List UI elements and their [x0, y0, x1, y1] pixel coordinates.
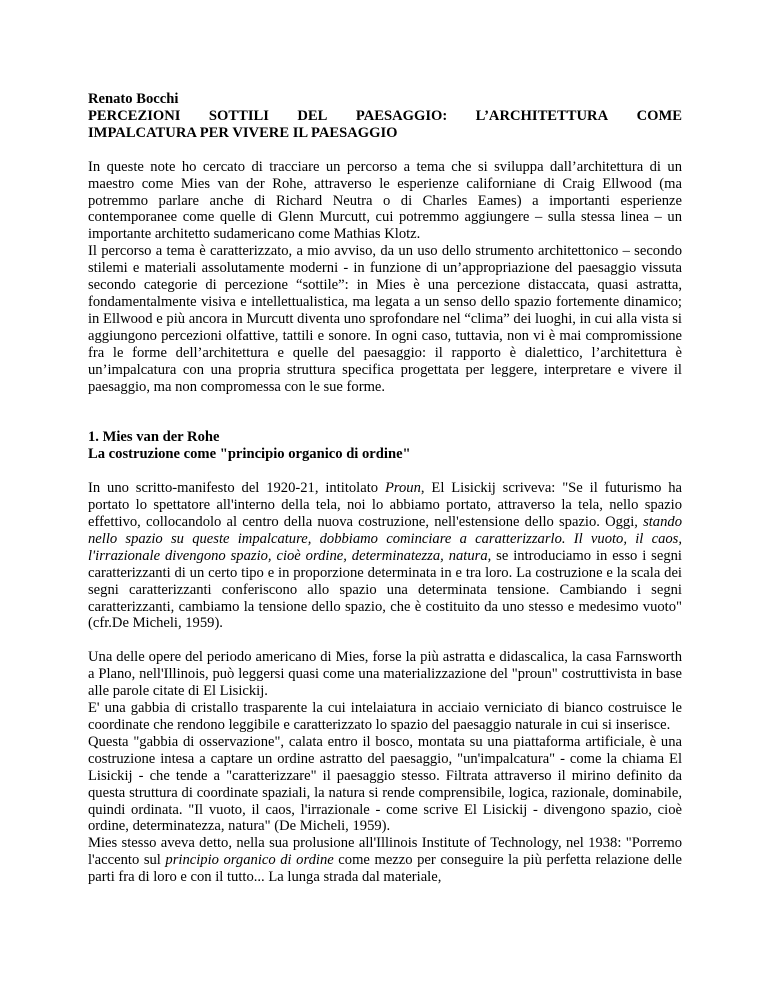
- section-subheading: La costruzione come "principio organico di ordine": [88, 446, 411, 463]
- italic-run: principio organico di ordine: [165, 852, 334, 869]
- text-run: , El Lisickij scriveva: "Se il futurismo ha portato lo spettatore all'interno della tela, noi lo abbiamo portato, attraverso la tela, nello spazio effettivo, collocandolo al centro della nuova costruzione, nell'estensione dello spazio. Oggi,: [88, 480, 682, 531]
- document-title-line-1: [88, 108, 682, 125]
- body-paragraph-lisickij: [88, 480, 682, 632]
- author-name: Renato Bocchi: [88, 91, 179, 107]
- section-heading: 1. Mies van der Rohe: [88, 429, 220, 446]
- text-run: come mezzo per conseguire la più perfetta relazione delle parti fra di loro e con il tutto... La lunga strada dal materiale,: [88, 852, 682, 886]
- title-word: L’ARCHITETTURA: [475, 107, 609, 124]
- title-word: PAESAGGIO:: [355, 107, 448, 124]
- intro-paragraph-1: In queste note ho cercato di tracciare un percorso a tema che si sviluppa dall’architettura di un maestro come Mies van der Rohe, attraverso le esperienze californiane di Craig Ellwood (ma potremmo parlare anche di Richard Neutra o di Charles Eames) a importanti esperienze contemporanee come quelle di Glenn Murcutt, cui potremmo aggiungere – sulla stessa linea – un importante architetto sudamericano come Mathias Klotz.: [88, 158, 682, 243]
- italic-run: Proun: [384, 480, 421, 497]
- italic-run: stando nello spazio su queste impalcature, dobbiamo cominciare a caratterizzarlo. Il vuoto, il caos, l'irrazionale divengono spazio, cioè ordine, determinatezza, natura,: [88, 514, 682, 564]
- text-run: Mies stesso aveva detto, nella sua prolusione all'Illinois Institute of Technology, nel 1938: "Porremo l'accento sul: [88, 835, 682, 869]
- document-page: [88, 91, 682, 886]
- intro-paragraph-2: Il percorso a tema è caratterizzato, a mio avviso, da un uso dello strumento architettonico – secondo stilemi e materiali assolutamente moderni - in funzione di un’appropriazione del paesaggio vissuta secondo categorie di percezione “sottile”: in Mies è una percezione distaccata, quasi astratta, fondamentalmente visiva e intellettualistica, ma legata a un senso dello spazio fortemente dinamico; in Ellwood e più ancora in Murcutt diventa uno sprofondare nel “clima” dei luoghi, in cui alla vista si aggiungono percezioni olfattive, tattili e sonore. In ogni caso, tuttavia, non vi è mai compromissione fra le forme dell’architettura e quelle del paesaggio: il rapporto è dialettico, l’architettura è un’impalcatura con una propria struttura specifica progettata per leggere, interpretare e vivere il paesaggio, ma non compromessa con le sue forme.: [88, 243, 682, 395]
- body-paragraph-cage: E' una gabbia di cristallo trasparente la cui intelaiatura in acciaio verniciato di bianco costruisce le coordinate che rendono leggibile e caratterizzato lo spazio del paesaggio naturale in cui si inserisce.: [88, 700, 682, 733]
- title-word: SOTTILI: [208, 107, 269, 124]
- text-run: In uno scritto-manifesto del 1920-21, intitolato: [88, 480, 385, 497]
- document-title-line-2: IMPALCATURA PER VIVERE IL PAESAGGIO: [88, 124, 398, 141]
- body-paragraph-mies: [88, 835, 682, 886]
- body-paragraph-farnsworth: Una delle opere del periodo americano di Mies, forse la più astratta e didascalica, la casa Farnsworth a Plano, nell'Illinois, può leggersi quasi come una materializzazione del "proun" costruttivista in base alle parole citate di El Lisickij.: [88, 649, 682, 700]
- title-word: COME: [636, 107, 682, 124]
- title-word: PERCEZIONI: [88, 107, 181, 124]
- text-run: se introduciamo in esso i segni caratterizzanti di un certo tipo e in proporzione determinata in e tra loro. La costruzione e la scala dei segni caratterizzanti conferiscono allo spazio una determinata tensione. Cambiando i segni caratterizzanti, cambiamo la tensione dello spazio, che è costituito da uno stesso e medesimo vuoto" (cfr.De Micheli, 1959).: [88, 547, 682, 632]
- title-word: DEL: [297, 107, 328, 124]
- body-paragraph-observation: Questa "gabbia di osservazione", calata entro il bosco, montata su una piattaforma artificiale, è una costruzione intesa a captare un ordine astratto del paesaggio, "un'impalcatura" - come la chiama El Lisickij - che tende a "caratterizzare" il paesaggio stesso. Filtrata attraverso il mirino definito da questa struttura di coordinate spaziali, la natura si rende comprensibile, logica, razionale, dominabile, quindi ordinata. "Il vuoto, il caos, l'irrazionale - come scrive El Lisickij - divengono spazio, cioè ordine, determinatezza, natura" (De Micheli, 1959).: [88, 733, 682, 835]
